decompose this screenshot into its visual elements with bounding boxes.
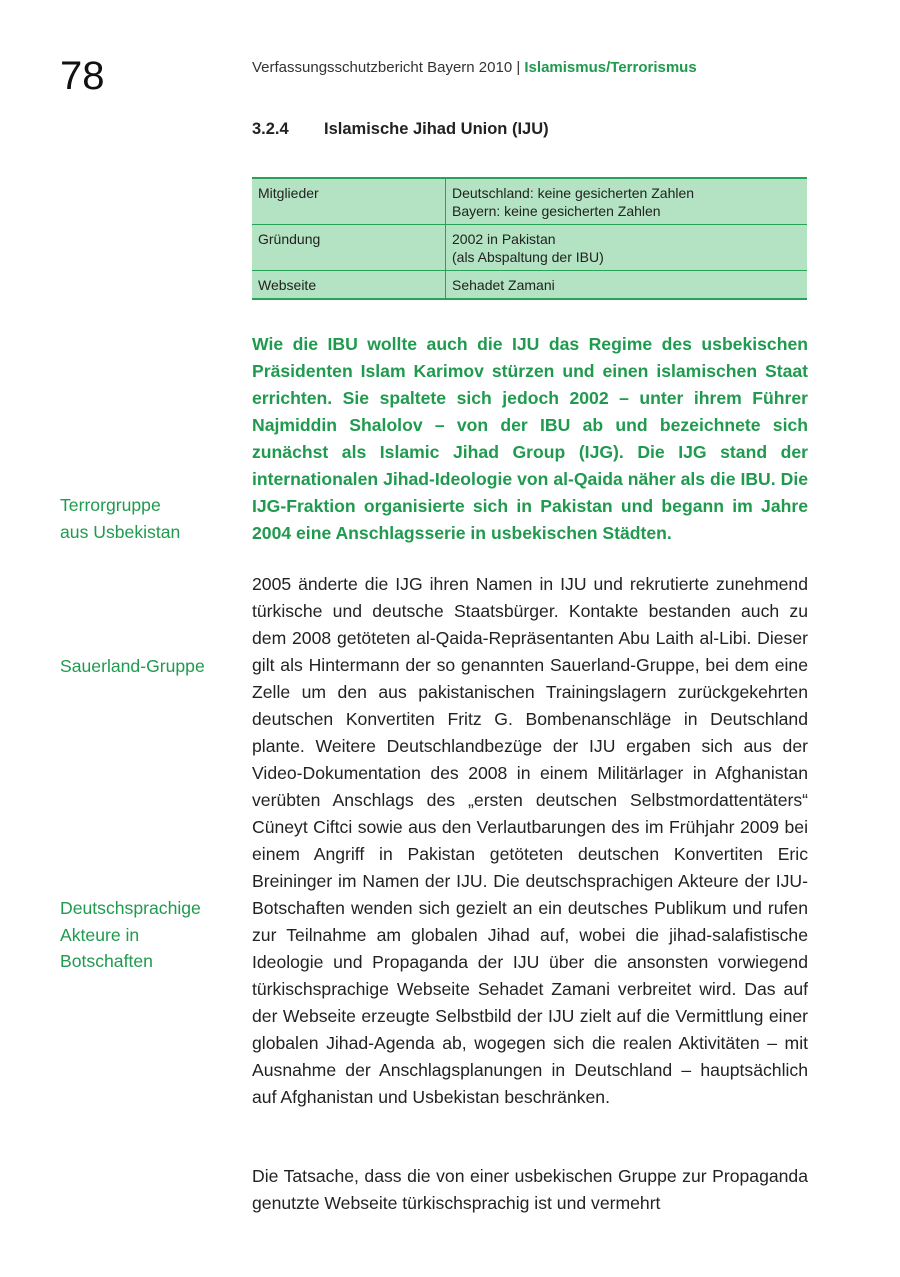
table-value-line: Sehadet Zamani xyxy=(452,277,555,293)
table-value-line: Bayern: keine gesicherten Zahlen xyxy=(452,203,661,219)
table-label: Gründung xyxy=(252,225,446,271)
margin-note-line: Deutschsprachige xyxy=(60,898,201,918)
table-value-line: Deutschland: keine gesicherten Zahlen xyxy=(452,185,695,201)
table-value xyxy=(446,225,808,271)
running-head-publication: Verfassungsschutzbericht Bayern 2010 | xyxy=(252,59,525,76)
margin-note-line: Sauerland-Gruppe xyxy=(60,656,205,676)
lead-paragraph: Wie die IBU wollte auch die IJU das Regime des usbekischen Präsidenten Islam Karimov stürzen und einen islamischen Staat errichten. Sie spaltete sich jedoch 2002 – unter ihrem Führer Najmiddin Shalolov – von der IBU ab und bezeichnete sich zunächst als Islamic Jihad Group (IJG). Die IJG stand der internationalen Jihad-Ideologie von al-Qaida näher als die IBU. Die IJG-Fraktion organisierte sich in Pakistan und begann im Jahre 2004 eine Anschlagsserie in usbekischen Städten. xyxy=(252,334,808,543)
running-head-section: Islamismus/Terrorismus xyxy=(524,59,697,76)
section-heading xyxy=(252,120,549,139)
table-row xyxy=(252,271,807,300)
table-value xyxy=(446,178,808,225)
table-value xyxy=(446,271,808,300)
body-paragraph: 2005 änderte die IJG ihren Namen in IJU und rekrutierte zunehmend türkische und deutsche Staatsbürger. Kontakte bestanden auch zu dem 2008 getöteten al-Qaida-Repräsentanten Abu Laith al-Libi. Dieser gilt als Hintermann der so genannten Sauerland-Gruppe, bei dem eine Zelle um den aus pakistanischen Trainingslagern zurückgekehrten deutschen Konvertiten Fritz G. Bombenanschläge in Deutschland plante. Weitere Deutschlandbezüge der IJU ergaben sich aus der Video-Dokumentation des 2008 in einem Militärlager in Afghanistan verübten Anschlags des „ersten deutschen Selbstmordattentäters“ Cüneyt Ciftci sowie aus den Verlautbarungen des im Frühjahr 2009 bei einem Angriff in Pakistan getöteten deutschen Konvertiten Eric Breininger im Namen der IJU. Die deutschsprachigen Akteure der IJU-Botschaften wenden sich gezielt an ein deutsches Publikum und rufen zur Teilnahme am globalen Jihad auf, wobei die jihad-salafistische Ideologie und Propaganda der IJU über die ansonsten vorwiegend türkischsprachige Webseite Sehadet Zamani verbreitet wird. Das auf der Webseite erzeugte Selbstbild der IJU zielt auf die Vermittlung einer globalen Jihad-Agenda ab, wogegen sich die realen Aktivitäten – mit Ausnahme der Anschlagsplanungen in Deutschland – hauptsächlich auf Afghanistan und Usbekistan beschränken. xyxy=(252,574,808,1107)
info-table xyxy=(252,177,807,300)
table-value-line: (als Abspaltung der IBU) xyxy=(452,249,604,265)
margin-note-terrorgruppe xyxy=(60,492,240,545)
table-label: Webseite xyxy=(252,271,446,300)
section-number: 3.2.4 xyxy=(252,120,289,138)
running-head xyxy=(252,59,697,76)
table-label: Mitglieder xyxy=(252,178,446,225)
margin-note-line: Akteure in xyxy=(60,924,140,945)
margin-note-sauerland xyxy=(60,653,240,680)
table-row xyxy=(252,225,807,271)
page-number: 78 xyxy=(60,54,105,98)
table-value-line: 2002 in Pakistan xyxy=(452,231,556,247)
section-title: Islamische Jihad Union (IJU) xyxy=(324,120,549,138)
margin-note-line: Terrorgruppe xyxy=(60,495,161,515)
margin-note-line: aus Usbekistan xyxy=(60,521,181,542)
table-row xyxy=(252,178,807,225)
margin-note-line: Botschaften xyxy=(60,951,153,971)
body-paragraph: Die Tatsache, dass die von einer usbekischen Gruppe zur Propaganda genutzte Webseite türkischsprachig ist und vermehrt xyxy=(252,1166,808,1213)
margin-note-deutschsprachige xyxy=(60,895,240,975)
